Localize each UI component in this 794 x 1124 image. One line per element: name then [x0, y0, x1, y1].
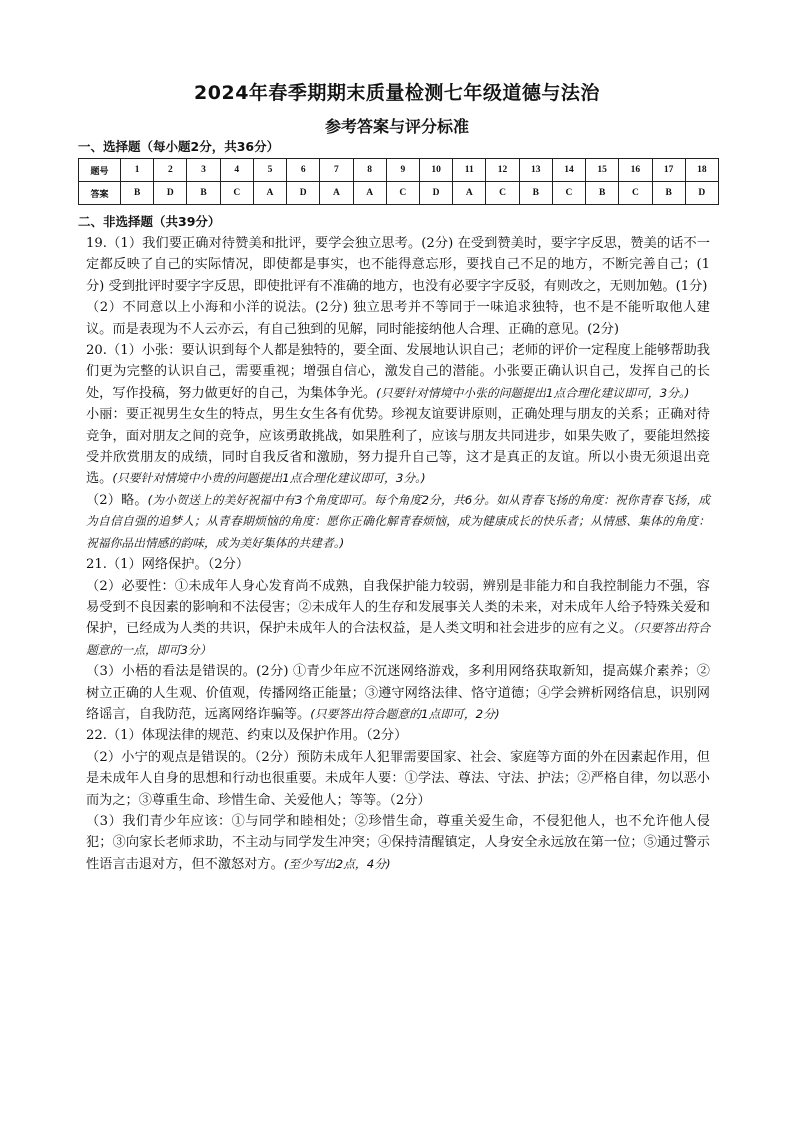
- question-number-cell: 2: [154, 159, 187, 182]
- answer-paragraph: [86, 661, 710, 725]
- answer-cell: B: [586, 182, 619, 205]
- answer-cell: C: [619, 182, 652, 205]
- answer-paragraph: [86, 490, 710, 554]
- question-number-cell: 11: [453, 159, 486, 182]
- answer-paragraph: [86, 404, 710, 490]
- page-title: 2024年春季期期末质量检测七年级道德与法治: [194, 82, 600, 104]
- answer-text: 19.（1）我们要正确对待赞美和批评，要学会独立思考。(2分) 在受到赞美时，要字字反思，赞美的话不一定都反映了自己的实际情况，即使都是事实，也不能得意忘形，要找自己不足的地方，不断完善自己；(1分) 受到批评时要字字反思，即使批评有不准确的地方，也没有必要字字反驳，有则改之，无则加勉。(1分): [86, 236, 710, 294]
- answer-cell: D: [685, 182, 718, 205]
- answer-text: （2）必要性：①未成年人身心发育尚不成熟，自我保护能力较弱，辨别是非能力和自我控制能力不强，容易受到不良因素的影响和不法侵害；②未成年人的生存和发展事关人类的未来，对未成年人给予特殊关爱和保护，已经成为人类的共识，保护未成年人的合法权益，是人类文明和社会进步的应有之义。: [86, 578, 710, 637]
- answer-cell: D: [154, 182, 187, 205]
- question-number-cell: 18: [685, 159, 718, 182]
- answer-cell: A: [253, 182, 286, 205]
- answer-paragraph: [86, 554, 710, 575]
- question-number-cell: 5: [253, 159, 286, 182]
- answer-paragraph: [86, 297, 710, 340]
- answer-cell: B: [652, 182, 685, 205]
- answer-text: （3）小梧的看法是错误的。(2分) ①青少年应不沉迷网络游戏，多利用网络获取新知，提高媒介素养；②树立正确的人生观、价值观，传播网络正能量；③遵守网络法律、恪守道德；④学会辨析网络信息，识别网络谣言，自我防范，远离网络诈骗等。: [86, 664, 710, 722]
- answer-text: 小丽：要正视男生女生的特点，男生女生各有优势。珍视友谊要讲原则，正确处理与朋友的关系；正确对待竞争，面对朋友之间的竞争，应该勇敢挑战，如果胜利了，应该与朋友共同进步，如果失败了，要能坦然接受并欣赏朋友的成绩，同时自我反省和激励，努力提升自己等，这才是真正的友谊。所以小贵无须退出竞选。: [86, 407, 710, 487]
- answer-text: （3）我们青少年应该：①与同学和睦相处；②珍惜生命，尊重关爱生命，不侵犯他人，也不允许他人侵犯；③向家长老师求助，不主动与同学发生冲突；④保持清醒镇定，人身安全永远放在第一位；⑤通过警示性语言击退对方，但不激怒对方。: [86, 813, 710, 872]
- answer-cell: C: [486, 182, 519, 205]
- answer-cell: C: [552, 182, 585, 205]
- scoring-note: (只要针对情境中小张的问题提出1点合理化建议即可，3分。): [376, 385, 690, 400]
- answer-cell: A: [453, 182, 486, 205]
- question-number-cell: 14: [552, 159, 585, 182]
- question-number-cell: 17: [652, 159, 685, 182]
- answer-paragraph: [86, 233, 710, 297]
- question-number-cell: 12: [486, 159, 519, 182]
- answer-body: [86, 233, 710, 875]
- question-number-cell: 15: [586, 159, 619, 182]
- question-number-cell: 9: [386, 159, 419, 182]
- answer-text: 22.（1）体现法律的规范、约束以及保护作用。（2分）: [86, 728, 408, 744]
- question-number-cell: 6: [287, 159, 320, 182]
- answer-paragraph: [86, 340, 710, 404]
- answer-cell: B: [519, 182, 552, 205]
- answer-paragraph: [86, 747, 710, 811]
- answer-cell: A: [320, 182, 353, 205]
- answer-text: 21.（1）网络保护。（2分）: [86, 557, 250, 573]
- page-subtitle: 参考答案与评分标准: [324, 117, 469, 136]
- answer-text: （2）不同意以上小海和小洋的说法。(2分) 独立思考并不等同于一味追求独特，也不是不能听取他人建议。而是表现为不人云亦云，有自己独到的见解，同时能接纳他人合理、正确的意见。(2分): [86, 300, 710, 337]
- answer-table: [78, 158, 719, 205]
- scoring-note: （只要答出符合题意的一点，即可3分）: [86, 621, 710, 657]
- question-number-cell: 7: [320, 159, 353, 182]
- row-label-answer: 答案: [79, 182, 121, 205]
- answer-cell: D: [287, 182, 320, 205]
- scoring-note: (为小贺送上的美好祝福中有3个角度即可。每个角度2分，共6分。如从青春飞扬的角度：祝你青春飞扬，成为自信自强的追梦人；从青春期烦恼的角度：愿你正确化解青春烦恼，成为健康成长的快乐者；从情感、集体的角度：祝福你品出情感的韵味，成为美好集体的共建者。): [86, 492, 711, 550]
- scoring-note: (至少写出2点，4分): [283, 856, 391, 871]
- answer-cell: B: [187, 182, 220, 205]
- answer-cell: B: [121, 182, 154, 205]
- row-label-number: 题号: [79, 159, 121, 182]
- question-number-cell: 10: [419, 159, 452, 182]
- answer-text: （2）小宁的观点是错误的。（2分）预防未成年人犯罪需要国家、社会、家庭等方面的外在因素起作用，但是未成年人自身的思想和行动也很重要。未成年人要：①学法、尊法、守法、护法；②严格自律，勿以恶小而为之；③尊重生命、珍惜生命、关爱他人；等等。（2分）: [86, 749, 710, 808]
- question-number-cell: 1: [121, 159, 154, 182]
- question-number-cell: 4: [220, 159, 253, 182]
- answer-cell: C: [220, 182, 253, 205]
- question-number-cell: 16: [619, 159, 652, 182]
- section1-heading: 一、选择题（每小题2分，共36分）: [78, 139, 280, 154]
- scoring-note: (只要针对情境中小贵的问题提出1点合理化建议即可，3分。): [112, 471, 426, 486]
- answer-cell: A: [353, 182, 386, 205]
- answer-paragraph: [86, 576, 710, 662]
- answer-cell: D: [419, 182, 452, 205]
- answer-paragraph: [86, 725, 710, 746]
- answer-paragraph: [86, 811, 710, 875]
- answer-row: [79, 182, 719, 205]
- question-number-cell: 13: [519, 159, 552, 182]
- question-number-cell: 3: [187, 159, 220, 182]
- answer-cell: C: [386, 182, 419, 205]
- question-number-cell: 8: [353, 159, 386, 182]
- section2-heading: 二、非选择题（共39分）: [78, 214, 221, 229]
- answer-text: 20.（1）小张：要认识到每个人都是独特的，要全面、发展地认识自己；老师的评价一定程度上能够帮助我们更为完整的认识自己，需要重视；增强自信心，激发自己的潜能。小张要正确认识自己，发挥自己的长处，写作投稿，努力做更好的自己，为集体争光。: [86, 343, 710, 401]
- scoring-note: (只要答出符合题意的1点即可，2分): [310, 706, 500, 721]
- answer-text: （2）略。: [86, 492, 148, 508]
- question-number-row: [79, 159, 719, 182]
